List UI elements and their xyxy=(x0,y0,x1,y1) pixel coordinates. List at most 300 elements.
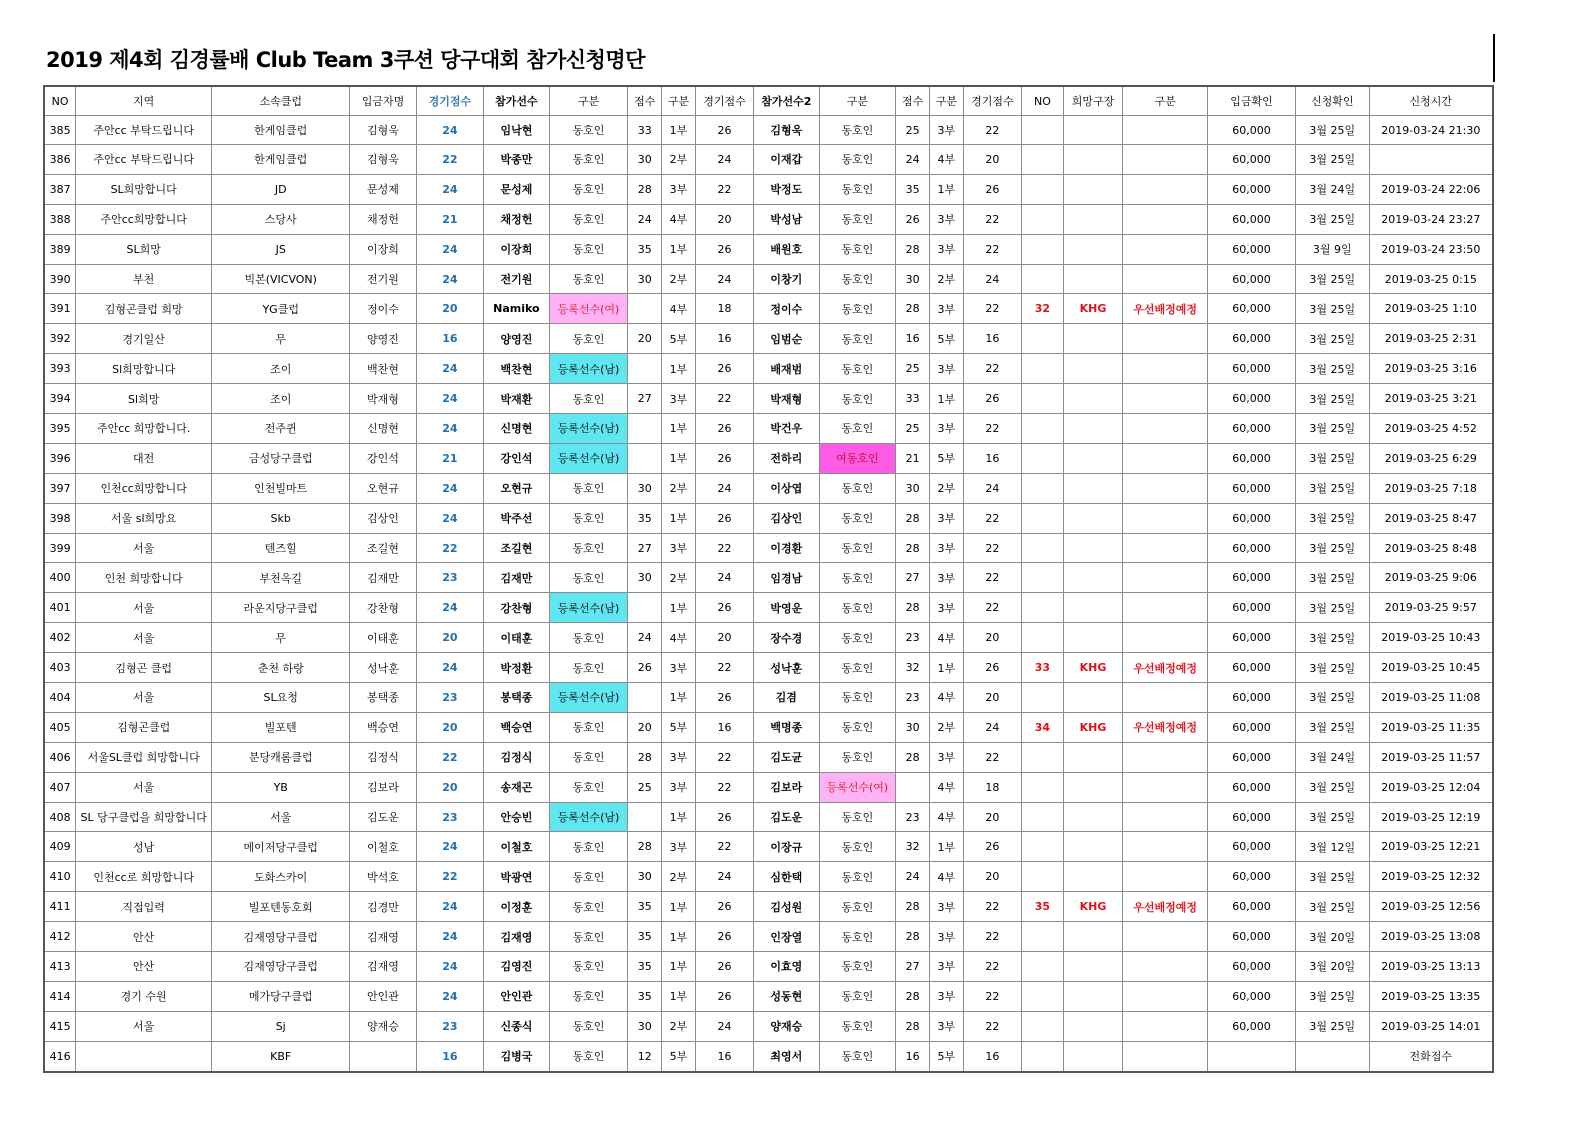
preferred-venue-cell xyxy=(1063,384,1122,414)
player1-type-cell: 동호인 xyxy=(549,563,628,593)
priority-status-cell xyxy=(1123,1041,1208,1071)
club-cell: 빌포텐동호회 xyxy=(212,892,350,922)
player2-name-cell: 김보라 xyxy=(754,772,819,802)
preferred-venue-cell xyxy=(1063,264,1122,294)
player2-type-cell: 동호인 xyxy=(819,174,896,204)
priority-no-cell xyxy=(1021,234,1063,264)
player1-division-cell: 3부 xyxy=(662,742,696,772)
player2-points-cell: 32 xyxy=(896,832,930,862)
payment-amount-cell: 60,000 xyxy=(1208,473,1296,503)
preferred-venue-cell xyxy=(1063,1041,1122,1071)
player2-name-cell: 김겸 xyxy=(754,683,819,713)
apply-time-cell: 2019-03-25 13:35 xyxy=(1369,981,1493,1011)
table-row xyxy=(44,145,1493,175)
table-row xyxy=(44,264,1493,294)
priority-no-cell xyxy=(1021,862,1063,892)
player2-division-cell: 3부 xyxy=(929,204,963,234)
header-cell: 희망구장 xyxy=(1063,86,1122,116)
payment-amount-cell: 60,000 xyxy=(1208,742,1296,772)
priority-status-cell xyxy=(1123,116,1208,145)
player2-division-cell: 4부 xyxy=(929,862,963,892)
player1-division-cell: 1부 xyxy=(662,503,696,533)
player1-points-cell xyxy=(628,294,662,324)
priority-no-cell xyxy=(1021,683,1063,713)
depositor-cell: 전기원 xyxy=(350,264,416,294)
priority-status-cell xyxy=(1123,683,1208,713)
priority-status-cell: 우선배정예정 xyxy=(1123,892,1208,922)
player2-type-cell: 동호인 xyxy=(819,116,896,145)
payment-amount-cell: 60,000 xyxy=(1208,922,1296,952)
priority-status-cell xyxy=(1123,414,1208,444)
player2-match-score-cell: 22 xyxy=(963,533,1021,563)
match-score-cell: 23 xyxy=(416,683,483,713)
priority-no-cell xyxy=(1021,473,1063,503)
player2-name-cell: 이장규 xyxy=(754,832,819,862)
row-no-cell: 406 xyxy=(44,742,76,772)
row-no-cell: 395 xyxy=(44,414,76,444)
player2-division-cell: 3부 xyxy=(929,234,963,264)
region-cell: 안산 xyxy=(76,922,212,952)
confirm-date-cell: 3월 25일 xyxy=(1295,623,1369,653)
table-row xyxy=(44,712,1493,742)
club-cell: 조이 xyxy=(212,384,350,414)
match-score-cell: 23 xyxy=(416,1011,483,1041)
player1-type-cell: 등록선수(여) xyxy=(549,294,628,324)
preferred-venue-cell: KHG xyxy=(1063,653,1122,683)
player2-type-cell: 등록선수(여) xyxy=(819,772,896,802)
player2-type-cell: 동호인 xyxy=(819,623,896,653)
region-cell: 서울 xyxy=(76,1011,212,1041)
player2-type-cell: 동호인 xyxy=(819,324,896,354)
player2-division-cell: 1부 xyxy=(929,384,963,414)
region-cell: 대전 xyxy=(76,443,212,473)
row-no-cell: 385 xyxy=(44,116,76,145)
apply-time-cell: 2019-03-25 12:21 xyxy=(1369,832,1493,862)
preferred-venue-cell xyxy=(1063,324,1122,354)
player2-match-score-cell: 22 xyxy=(963,742,1021,772)
row-no-cell: 386 xyxy=(44,145,76,175)
apply-time-cell: 2019-03-25 8:47 xyxy=(1369,503,1493,533)
player1-match-score-cell: 22 xyxy=(695,174,753,204)
depositor-cell: 이태훈 xyxy=(350,623,416,653)
player2-points-cell: 32 xyxy=(896,653,930,683)
depositor-cell: 김상인 xyxy=(350,503,416,533)
priority-status-cell xyxy=(1123,952,1208,982)
payment-amount-cell: 60,000 xyxy=(1208,653,1296,683)
player1-match-score-cell: 22 xyxy=(695,742,753,772)
club-cell: 한게임클럽 xyxy=(212,116,350,145)
player1-type-cell: 동호인 xyxy=(549,981,628,1011)
priority-no-cell xyxy=(1021,832,1063,862)
player1-match-score-cell: 22 xyxy=(695,832,753,862)
player1-name-cell: 전기원 xyxy=(484,264,549,294)
player1-points-cell: 28 xyxy=(628,174,662,204)
row-no-cell: 408 xyxy=(44,802,76,832)
region-cell: 인천cc로 희망합니다 xyxy=(76,862,212,892)
priority-status-cell xyxy=(1123,145,1208,175)
region-cell: 서울 xyxy=(76,772,212,802)
club-cell: 부천옥길 xyxy=(212,563,350,593)
player1-name-cell: 송재곤 xyxy=(484,772,549,802)
club-cell: 조이 xyxy=(212,354,350,384)
player1-name-cell: 채정헌 xyxy=(484,204,549,234)
player1-division-cell: 3부 xyxy=(662,832,696,862)
player1-name-cell: 임낙현 xyxy=(484,116,549,145)
player1-name-cell: 오현규 xyxy=(484,473,549,503)
player1-name-cell: 강찬형 xyxy=(484,593,549,623)
player1-type-cell: 동호인 xyxy=(549,832,628,862)
player2-name-cell: 김도균 xyxy=(754,742,819,772)
player1-points-cell xyxy=(628,354,662,384)
player1-name-cell: 조길현 xyxy=(484,533,549,563)
player2-type-cell: 동호인 xyxy=(819,593,896,623)
priority-no-cell xyxy=(1021,384,1063,414)
player1-match-score-cell: 24 xyxy=(695,862,753,892)
match-score-cell: 24 xyxy=(416,264,483,294)
player1-division-cell: 3부 xyxy=(662,384,696,414)
region-cell: 주안cc 부탁드립니다 xyxy=(76,116,212,145)
match-score-cell: 24 xyxy=(416,832,483,862)
player2-points-cell: 28 xyxy=(896,503,930,533)
region-cell: 경기일산 xyxy=(76,324,212,354)
payment-amount-cell: 60,000 xyxy=(1208,952,1296,982)
depositor-cell: 안인관 xyxy=(350,981,416,1011)
apply-time-cell xyxy=(1369,145,1493,175)
header-cell: 구분 xyxy=(549,86,628,116)
region-cell: 안산 xyxy=(76,952,212,982)
match-score-cell: 20 xyxy=(416,772,483,802)
row-no-cell: 413 xyxy=(44,952,76,982)
player2-points-cell: 16 xyxy=(896,1041,930,1071)
priority-no-cell xyxy=(1021,772,1063,802)
player1-points-cell: 35 xyxy=(628,981,662,1011)
priority-no-cell xyxy=(1021,802,1063,832)
player1-points-cell: 30 xyxy=(628,473,662,503)
table-row xyxy=(44,981,1493,1011)
priority-no-cell: 34 xyxy=(1021,712,1063,742)
match-score-cell: 24 xyxy=(416,503,483,533)
priority-no-cell xyxy=(1021,563,1063,593)
priority-no-cell: 32 xyxy=(1021,294,1063,324)
player1-type-cell: 동호인 xyxy=(549,742,628,772)
club-cell: 서울 xyxy=(212,802,350,832)
region-cell xyxy=(76,1041,212,1071)
match-score-cell: 21 xyxy=(416,204,483,234)
priority-status-cell xyxy=(1123,981,1208,1011)
payment-amount-cell: 60,000 xyxy=(1208,802,1296,832)
depositor-cell: 양재승 xyxy=(350,1011,416,1041)
header-cell: 구분 xyxy=(929,86,963,116)
player1-name-cell: 문성제 xyxy=(484,174,549,204)
apply-time-cell: 2019-03-25 12:32 xyxy=(1369,862,1493,892)
player2-division-cell: 3부 xyxy=(929,533,963,563)
player2-points-cell: 35 xyxy=(896,174,930,204)
priority-status-cell xyxy=(1123,533,1208,563)
player2-type-cell: 동호인 xyxy=(819,533,896,563)
preferred-venue-cell xyxy=(1063,683,1122,713)
player2-match-score-cell: 26 xyxy=(963,174,1021,204)
priority-status-cell xyxy=(1123,503,1208,533)
player2-type-cell: 동호인 xyxy=(819,503,896,533)
player1-match-score-cell: 22 xyxy=(695,384,753,414)
player1-type-cell: 동호인 xyxy=(549,174,628,204)
player2-division-cell: 1부 xyxy=(929,174,963,204)
confirm-date-cell: 3월 25일 xyxy=(1295,653,1369,683)
region-cell: 부천 xyxy=(76,264,212,294)
player1-match-score-cell: 26 xyxy=(695,234,753,264)
header-cell: NO xyxy=(44,86,76,116)
player2-name-cell: 성동현 xyxy=(754,981,819,1011)
match-score-cell: 24 xyxy=(416,174,483,204)
player1-points-cell: 35 xyxy=(628,922,662,952)
depositor-cell: 강찬형 xyxy=(350,593,416,623)
payment-amount-cell: 60,000 xyxy=(1208,503,1296,533)
apply-time-cell: 2019-03-25 10:43 xyxy=(1369,623,1493,653)
confirm-date-cell: 3월 25일 xyxy=(1295,384,1369,414)
table-row xyxy=(44,503,1493,533)
player2-points-cell: 28 xyxy=(896,234,930,264)
player2-match-score-cell: 22 xyxy=(963,563,1021,593)
player1-type-cell: 등록선수(남) xyxy=(549,354,628,384)
player1-name-cell: 이태훈 xyxy=(484,623,549,653)
player1-division-cell: 1부 xyxy=(662,116,696,145)
priority-status-cell xyxy=(1123,174,1208,204)
player1-points-cell: 30 xyxy=(628,264,662,294)
player1-type-cell: 동호인 xyxy=(549,503,628,533)
payment-amount-cell: 60,000 xyxy=(1208,414,1296,444)
player1-type-cell: 동호인 xyxy=(549,772,628,802)
player1-type-cell: 동호인 xyxy=(549,145,628,175)
payment-amount-cell: 60,000 xyxy=(1208,862,1296,892)
depositor-cell: 백승연 xyxy=(350,712,416,742)
confirm-date-cell: 3월 20일 xyxy=(1295,952,1369,982)
club-cell: 라운지당구클럽 xyxy=(212,593,350,623)
preferred-venue-cell xyxy=(1063,802,1122,832)
region-cell: 서울SL클럽 희망합니다 xyxy=(76,742,212,772)
player1-type-cell: 동호인 xyxy=(549,264,628,294)
confirm-date-cell: 3월 25일 xyxy=(1295,712,1369,742)
player2-name-cell: 이경환 xyxy=(754,533,819,563)
player1-match-score-cell: 24 xyxy=(695,264,753,294)
player1-points-cell: 30 xyxy=(628,563,662,593)
player1-type-cell: 동호인 xyxy=(549,623,628,653)
player1-type-cell: 동호인 xyxy=(549,204,628,234)
confirm-date-cell: 3월 25일 xyxy=(1295,264,1369,294)
player2-points-cell: 21 xyxy=(896,443,930,473)
depositor-cell: 이장희 xyxy=(350,234,416,264)
confirm-date-cell xyxy=(1295,1041,1369,1071)
apply-time-cell: 2019-03-25 9:06 xyxy=(1369,563,1493,593)
apply-time-cell: 2019-03-25 2:31 xyxy=(1369,324,1493,354)
priority-no-cell xyxy=(1021,922,1063,952)
player2-division-cell: 3부 xyxy=(929,503,963,533)
player2-type-cell: 동호인 xyxy=(819,742,896,772)
player1-type-cell: 등록선수(남) xyxy=(549,802,628,832)
player1-division-cell: 2부 xyxy=(662,563,696,593)
confirm-date-cell: 3월 9일 xyxy=(1295,234,1369,264)
match-score-cell: 20 xyxy=(416,623,483,653)
row-no-cell: 412 xyxy=(44,922,76,952)
priority-status-cell xyxy=(1123,593,1208,623)
player1-points-cell: 28 xyxy=(628,832,662,862)
player1-type-cell: 동호인 xyxy=(549,1041,628,1071)
depositor-cell: 오현규 xyxy=(350,473,416,503)
region-cell: SL희망 xyxy=(76,234,212,264)
preferred-venue-cell xyxy=(1063,145,1122,175)
table-row xyxy=(44,593,1493,623)
preferred-venue-cell xyxy=(1063,952,1122,982)
row-no-cell: 393 xyxy=(44,354,76,384)
confirm-date-cell: 3월 25일 xyxy=(1295,324,1369,354)
player1-points-cell xyxy=(628,443,662,473)
player2-division-cell: 3부 xyxy=(929,414,963,444)
player1-match-score-cell: 26 xyxy=(695,802,753,832)
table-row xyxy=(44,742,1493,772)
club-cell: 인천빌마트 xyxy=(212,473,350,503)
club-cell: YG클럽 xyxy=(212,294,350,324)
club-cell: 무 xyxy=(212,324,350,354)
player2-type-cell: 동호인 xyxy=(819,354,896,384)
player1-type-cell: 동호인 xyxy=(549,116,628,145)
header-cell: 신청시간 xyxy=(1369,86,1493,116)
player1-match-score-cell: 26 xyxy=(695,683,753,713)
confirm-date-cell: 3월 25일 xyxy=(1295,414,1369,444)
player1-match-score-cell: 24 xyxy=(695,1011,753,1041)
region-cell: 김형곤클럽 xyxy=(76,712,212,742)
confirm-date-cell: 3월 25일 xyxy=(1295,204,1369,234)
player1-division-cell: 2부 xyxy=(662,473,696,503)
player2-points-cell: 25 xyxy=(896,414,930,444)
player1-division-cell: 5부 xyxy=(662,712,696,742)
player1-points-cell: 20 xyxy=(628,712,662,742)
player1-division-cell: 1부 xyxy=(662,952,696,982)
player1-type-cell: 동호인 xyxy=(549,862,628,892)
confirm-date-cell: 3월 25일 xyxy=(1295,892,1369,922)
table-row xyxy=(44,294,1493,324)
apply-time-cell: 2019-03-24 21:30 xyxy=(1369,116,1493,145)
player1-points-cell xyxy=(628,802,662,832)
preferred-venue-cell xyxy=(1063,563,1122,593)
player1-match-score-cell: 20 xyxy=(695,204,753,234)
header-cell: 점수 xyxy=(628,86,662,116)
apply-time-cell: 2019-03-25 13:08 xyxy=(1369,922,1493,952)
apply-time-cell: 2019-03-25 14:01 xyxy=(1369,1011,1493,1041)
club-cell: Sj xyxy=(212,1011,350,1041)
header-cell: 구분 xyxy=(819,86,896,116)
preferred-venue-cell xyxy=(1063,862,1122,892)
region-cell: 서울 xyxy=(76,683,212,713)
player1-division-cell: 1부 xyxy=(662,981,696,1011)
player1-type-cell: 동호인 xyxy=(549,952,628,982)
player1-name-cell: 양영진 xyxy=(484,324,549,354)
region-cell: 서울 sl희망요 xyxy=(76,503,212,533)
priority-status-cell xyxy=(1123,384,1208,414)
player1-name-cell: 이장희 xyxy=(484,234,549,264)
table-row xyxy=(44,1041,1493,1071)
player2-match-score-cell: 18 xyxy=(963,772,1021,802)
payment-amount-cell: 60,000 xyxy=(1208,264,1296,294)
confirm-date-cell: 3월 25일 xyxy=(1295,116,1369,145)
player1-name-cell: 신종식 xyxy=(484,1011,549,1041)
player1-match-score-cell: 16 xyxy=(695,324,753,354)
player2-type-cell: 동호인 xyxy=(819,653,896,683)
payment-amount-cell: 60,000 xyxy=(1208,593,1296,623)
priority-no-cell xyxy=(1021,414,1063,444)
player2-type-cell: 동호인 xyxy=(819,1041,896,1071)
header-cell: 경기점수 xyxy=(963,86,1021,116)
match-score-cell: 24 xyxy=(416,414,483,444)
preferred-venue-cell xyxy=(1063,443,1122,473)
apply-time-cell: 2019-03-24 22:06 xyxy=(1369,174,1493,204)
payment-amount-cell: 60,000 xyxy=(1208,116,1296,145)
player2-points-cell: 28 xyxy=(896,981,930,1011)
depositor-cell: 조길현 xyxy=(350,533,416,563)
match-score-cell: 23 xyxy=(416,802,483,832)
player2-match-score-cell: 22 xyxy=(963,294,1021,324)
region-cell: 인천 희망합니다 xyxy=(76,563,212,593)
player2-points-cell: 27 xyxy=(896,952,930,982)
player1-name-cell: 박재환 xyxy=(484,384,549,414)
table-row xyxy=(44,1011,1493,1041)
player2-division-cell: 5부 xyxy=(929,1041,963,1071)
player2-name-cell: 이상엽 xyxy=(754,473,819,503)
region-cell: 서울 xyxy=(76,593,212,623)
priority-no-cell xyxy=(1021,174,1063,204)
preferred-venue-cell: KHG xyxy=(1063,712,1122,742)
player1-match-score-cell: 26 xyxy=(695,116,753,145)
depositor-cell: 문성제 xyxy=(350,174,416,204)
player2-match-score-cell: 22 xyxy=(963,952,1021,982)
preferred-venue-cell xyxy=(1063,593,1122,623)
row-no-cell: 410 xyxy=(44,862,76,892)
player2-match-score-cell: 22 xyxy=(963,892,1021,922)
confirm-date-cell: 3월 24일 xyxy=(1295,174,1369,204)
player1-name-cell: 김영진 xyxy=(484,952,549,982)
player1-points-cell xyxy=(628,683,662,713)
player2-points-cell: 24 xyxy=(896,145,930,175)
header-cell: 경기점수 xyxy=(695,86,753,116)
player1-type-cell: 등록선수(남) xyxy=(549,683,628,713)
match-score-cell: 21 xyxy=(416,443,483,473)
payment-amount-cell: 60,000 xyxy=(1208,324,1296,354)
player2-type-cell: 동호인 xyxy=(819,981,896,1011)
priority-status-cell: 우선배정예정 xyxy=(1123,653,1208,683)
priority-status-cell xyxy=(1123,832,1208,862)
table-row xyxy=(44,414,1493,444)
depositor-cell: 박석호 xyxy=(350,862,416,892)
player2-match-score-cell: 24 xyxy=(963,712,1021,742)
player1-name-cell: 신명현 xyxy=(484,414,549,444)
apply-time-cell: 2019-03-25 0:15 xyxy=(1369,264,1493,294)
player1-type-cell: 동호인 xyxy=(549,892,628,922)
match-score-cell: 23 xyxy=(416,563,483,593)
priority-no-cell xyxy=(1021,1041,1063,1071)
priority-status-cell xyxy=(1123,742,1208,772)
priority-status-cell xyxy=(1123,264,1208,294)
club-cell: 전주퀸 xyxy=(212,414,350,444)
depositor-cell: 채정헌 xyxy=(350,204,416,234)
player2-name-cell: 김형욱 xyxy=(754,116,819,145)
player2-match-score-cell: 22 xyxy=(963,354,1021,384)
preferred-venue-cell xyxy=(1063,742,1122,772)
club-cell: JD xyxy=(212,174,350,204)
preferred-venue-cell xyxy=(1063,234,1122,264)
depositor-cell: 정이수 xyxy=(350,294,416,324)
priority-no-cell xyxy=(1021,623,1063,653)
depositor-cell: 김보라 xyxy=(350,772,416,802)
apply-time-cell: 2019-03-25 9:57 xyxy=(1369,593,1493,623)
preferred-venue-cell xyxy=(1063,473,1122,503)
